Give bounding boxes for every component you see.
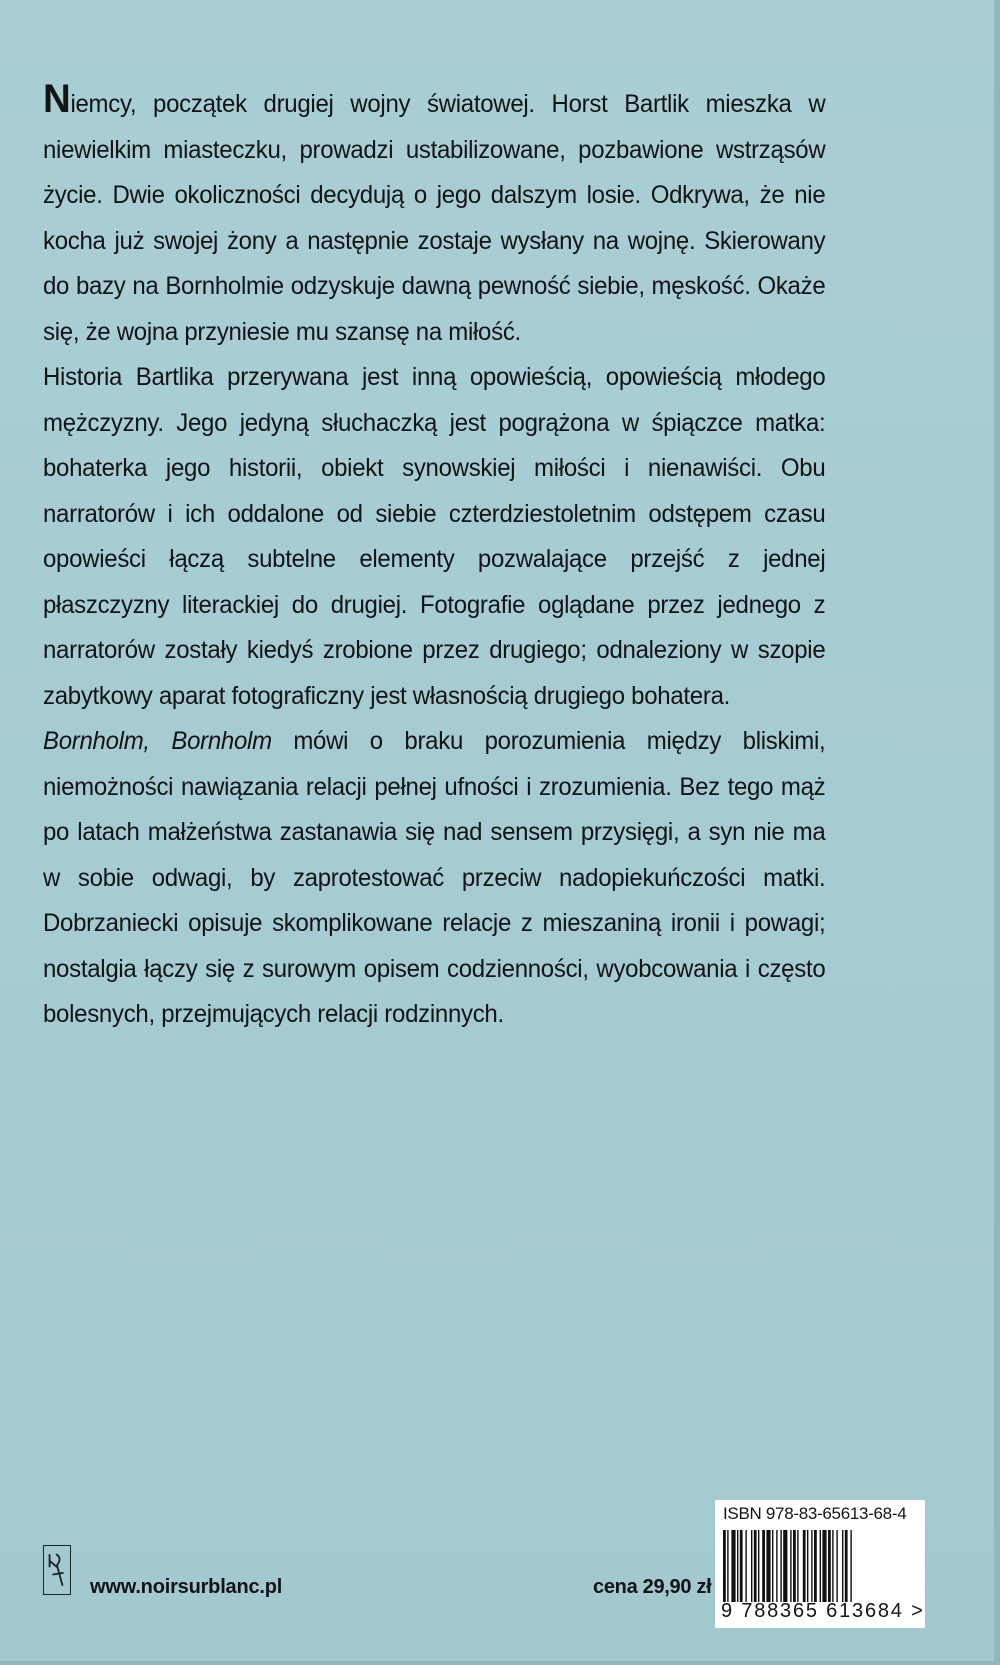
blurb-paragraph-1 bbox=[43, 77, 826, 355]
blurb-paragraph-2: Historia Bartlika przerywana jest inną opowieścią, opowieścią młodego mężczyzny. Jego jedyną słuchaczką jest pogrążona w śpiączce matka: bohaterka jego historii, obiekt synowskiej miłości i nienawiści. Obu narratorów i ich oddalone od siebie czterdziestoletnim odstępem czasu opowieści łączą subtelne elementy pozwalające przejść z jednej płaszczyzny literackiej do drugiej. Fotografie oglądane przez jednego z narratorów zostały kiedyś zrobione przez drugiego; odnaleziony w szopie zabytkowy aparat fotograficzny jest własnością drugiego bohatera. bbox=[43, 363, 826, 710]
price-label: cena 29,90 zł bbox=[593, 1576, 712, 1598]
barcode-digits: 9 788365 613684 > bbox=[721, 1600, 925, 1622]
cover-edge-bottom bbox=[0, 1661, 1000, 1665]
publisher-logo-icon bbox=[43, 1545, 71, 1595]
cover-edge-right bbox=[994, 0, 1000, 1665]
isbn-number: ISBN 978-83-65613-68-4 bbox=[723, 1504, 907, 1523]
blurb-paragraph-3 bbox=[43, 719, 825, 1038]
blurb-text bbox=[43, 77, 826, 1038]
paragraph-1-text: iemcy, początek drugiej wojny światowej. Horst Bartlik mieszka w niewielkim miasteczku, prowadzi ustabilizowane, pozbawione wstrząsów życie. Dwie okoliczności decydują o jego dalszym losie. Odkrywa, że nie kocha już swojej żony a następnie zostaje wysłany na wojnę. Skierowany do bazy na Bornholmie odzyskuje dawną pewność siebie, męskość. Okaże się, że wojna przyniesie mu szansę na miłość. bbox=[43, 90, 826, 346]
barcode-bars bbox=[723, 1530, 901, 1602]
publisher-website: www.noirsurblanc.pl bbox=[90, 1576, 283, 1598]
isbn-barcode bbox=[715, 1500, 925, 1628]
drop-cap: N bbox=[43, 77, 71, 121]
paragraph-3-text: mówi o braku porozumienia między bliskimi, niemożności nawiązania relacji pełnej ufności i zrozumienia. Bez tego mąż po latach małżeństwa zastanawia się nad sensem przysięgi, a syn nie ma w sobie odwagi, by zaprotestować przeciw nadopiekuńczości matki. Dobrzaniecki opisuje skomplikowane relacje z mieszaniną ironii i powagi; nostalgia łączy się z surowym opisem codzienności, wyobcowania i często bolesnych, przejmujących relacji rodzinnych. bbox=[43, 727, 826, 1028]
book-title-italic: Bornholm, Bornholm bbox=[43, 727, 272, 755]
